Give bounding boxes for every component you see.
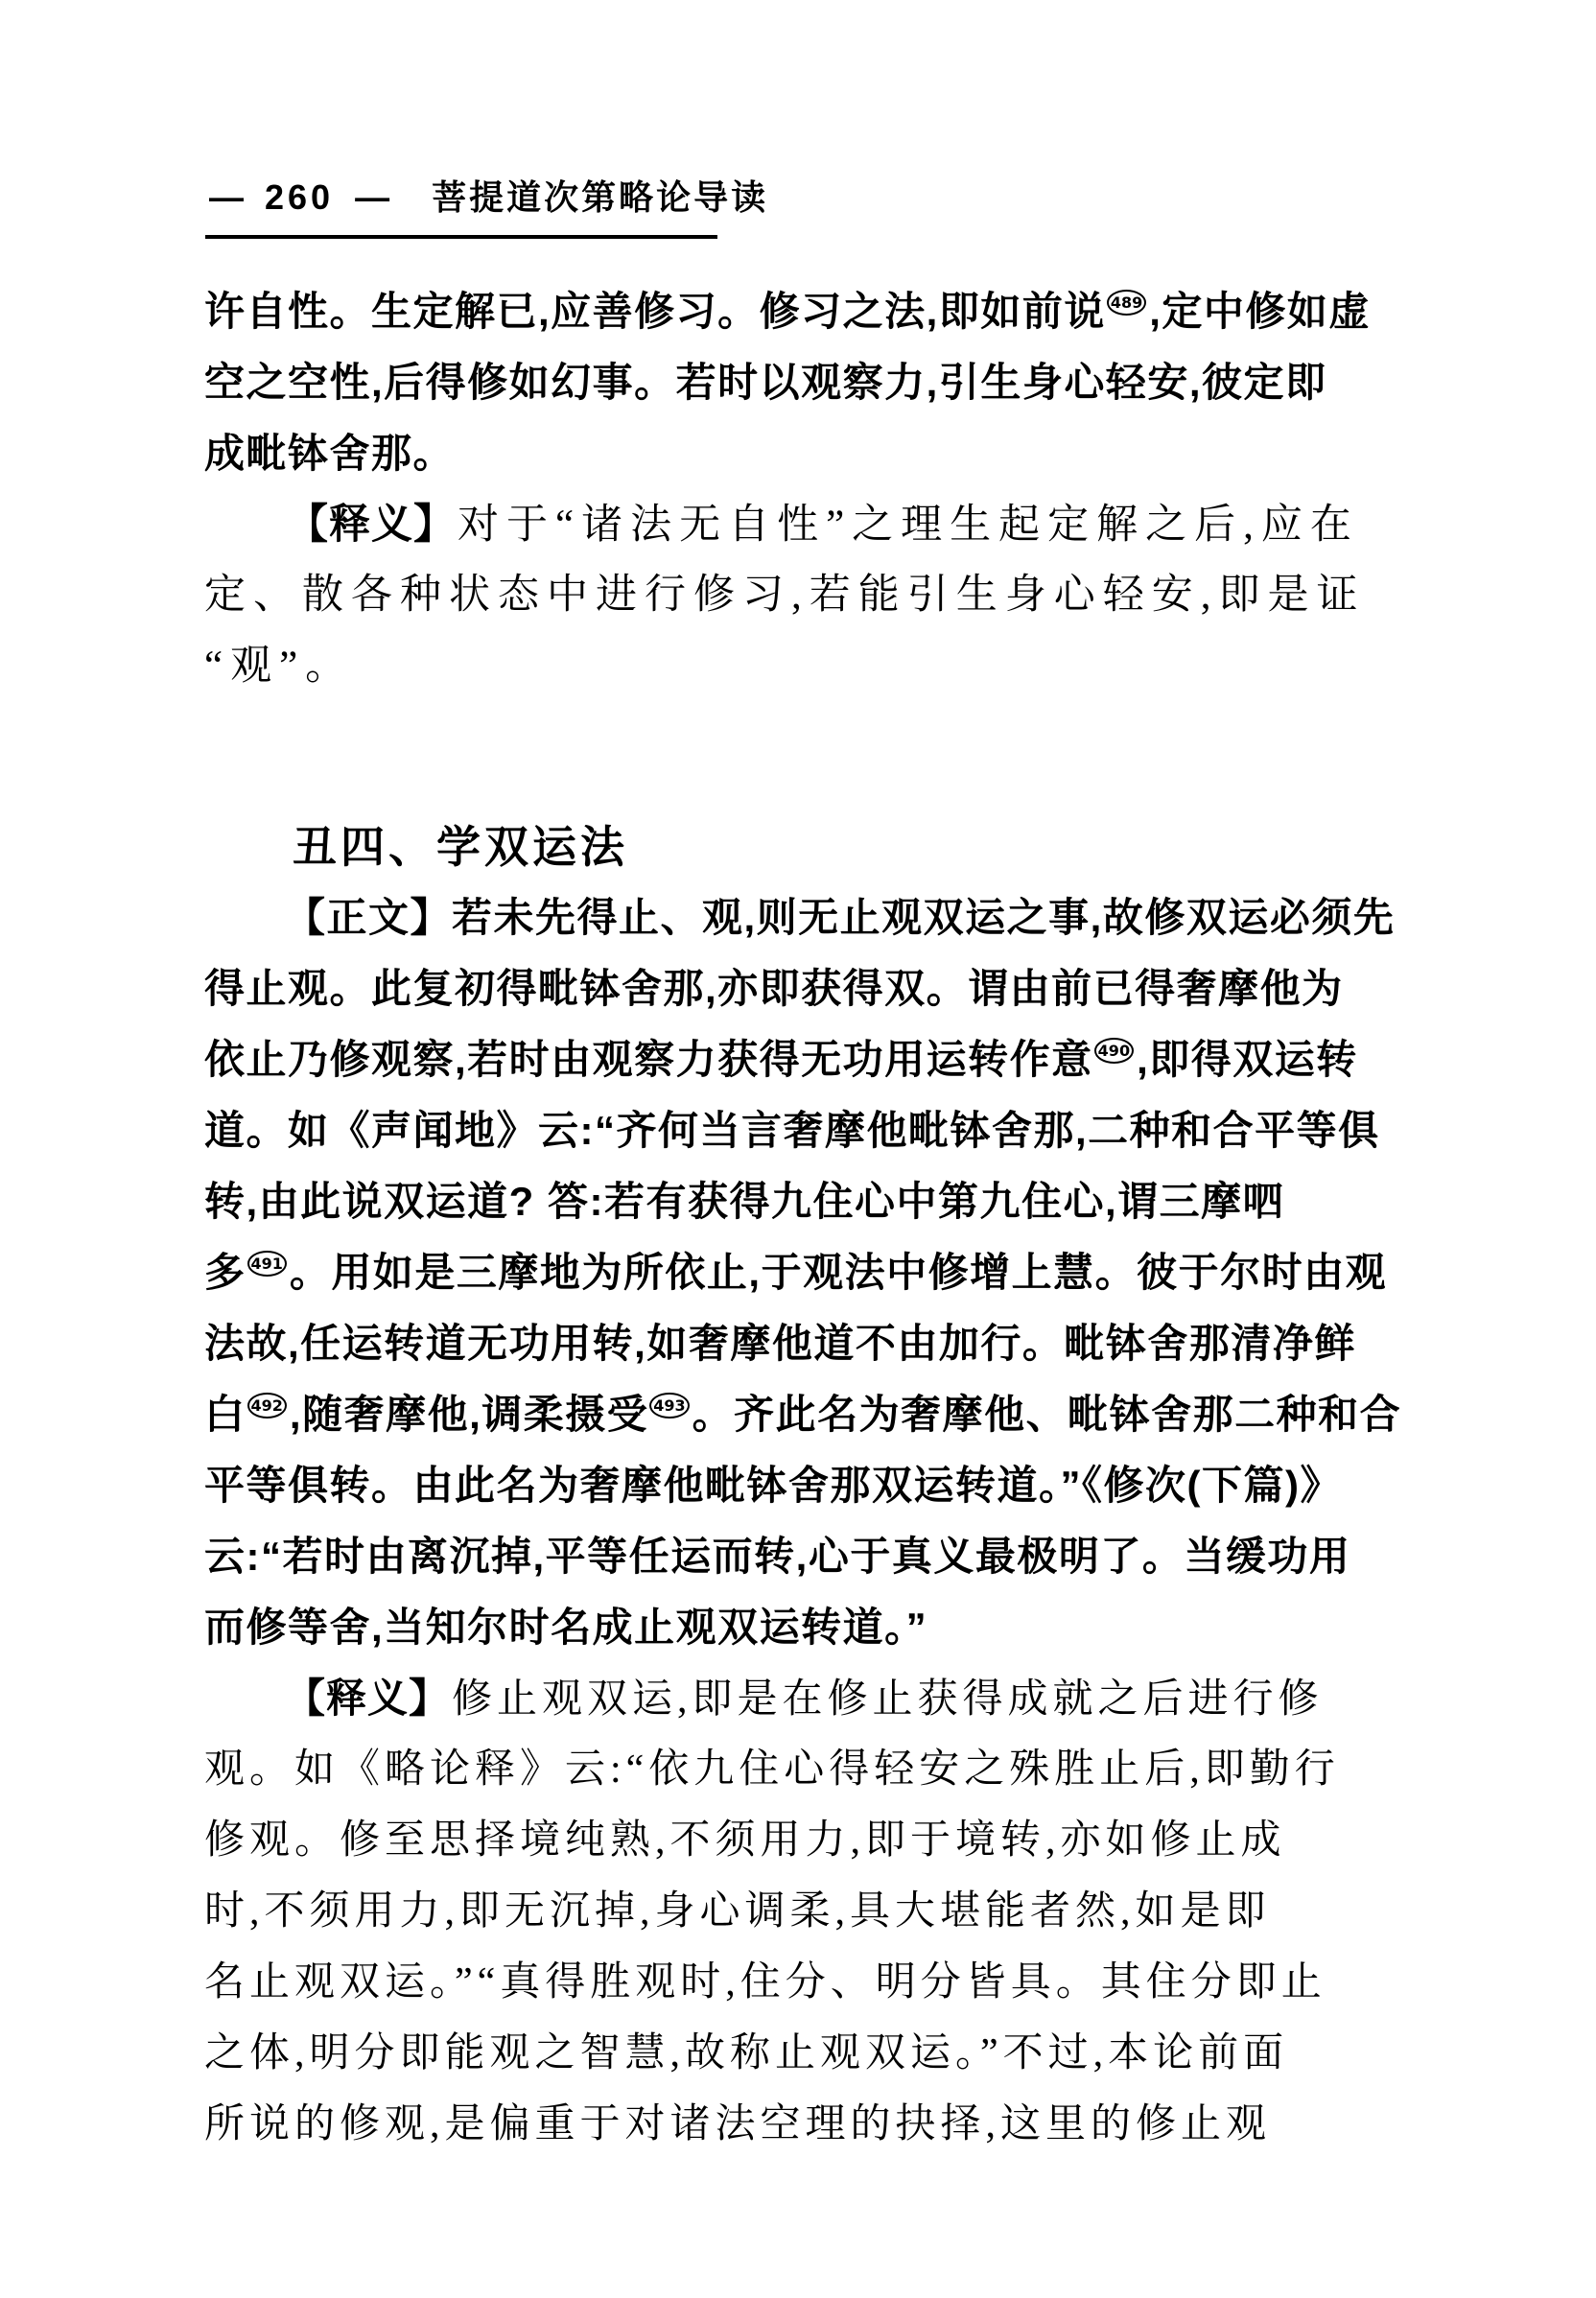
text-segment: 成毗钵舍那。 <box>204 431 456 476</box>
text-segment: 许自性。生定解已,应善修习。修习之法,即如前说 <box>204 289 1106 334</box>
book-title: 菩提道次第略论导读 <box>432 177 769 217</box>
text-segment: 而修等舍,当知尔时名成止观双运转道。” <box>204 1605 928 1650</box>
text-segment: 白 <box>204 1392 246 1437</box>
text-line <box>204 347 1430 418</box>
text-line <box>204 1379 1430 1450</box>
endnote-ref-circle: 489 <box>1107 290 1146 316</box>
text-line <box>204 631 1430 702</box>
endnote-ref-circle: 493 <box>649 1393 689 1419</box>
section-label: 【释义】 <box>285 1676 451 1721</box>
text-line <box>204 560 1430 631</box>
page-body-text <box>204 276 1430 2160</box>
text-line <box>204 1805 1430 1876</box>
endnote-ref-circle: 490 <box>1094 1038 1134 1064</box>
endnote-ref-circle: 492 <box>247 1393 287 1419</box>
text-segment: 丑四、学双运法 <box>293 822 628 872</box>
text-line <box>204 882 1430 953</box>
section-heading <box>204 811 1430 882</box>
text-segment: 多 <box>204 1250 246 1295</box>
text-segment: 对于“诸法无自性”之理生起定解之后,应在 <box>458 503 1359 548</box>
text-line <box>204 418 1430 489</box>
text-line <box>204 1308 1430 1379</box>
text-segment: “观”。 <box>204 644 355 689</box>
endnote-ref-circle: 491 <box>247 1251 287 1277</box>
text-line <box>204 811 1430 882</box>
text-line <box>204 1450 1430 1521</box>
text-segment: 。用如是三摩地为所依止,于观法中修增上慧。彼于尔时由观 <box>289 1250 1388 1295</box>
text-line <box>204 953 1430 1024</box>
header-left-dash: — <box>209 177 244 217</box>
text-segment: 观。如《略论释》云:“依九住心得轻安之殊胜止后,即勤行 <box>204 1747 1340 1792</box>
text-segment: 时,不须用力,即无沉掉,身心调柔,具大堪能者然,如是即 <box>204 1889 1271 1934</box>
text-line <box>204 1521 1430 1592</box>
text-segment: 空之空性,后得修如幻事。若时以观察力,引生身心轻安,彼定即 <box>204 360 1327 405</box>
text-segment: ,定中修如虚 <box>1149 289 1371 334</box>
text-segment: 。齐此名为奢摩他、毗钵舍那二种和合 <box>692 1392 1402 1437</box>
text-segment: 定、散各种状态中进行修习,若能引生身心轻安,即是证 <box>204 573 1366 618</box>
text-line <box>204 1095 1430 1166</box>
text-segment: 平等俱转。由此名为奢摩他毗钵舍那双运转道。”《修次(下篇)》 <box>204 1463 1342 1508</box>
text-line <box>204 1237 1430 1308</box>
text-line <box>204 1947 1430 2018</box>
text-line <box>204 1024 1430 1095</box>
page-number: 260 <box>265 177 335 217</box>
text-segment: 道。如《声闻地》云:“齐何当言奢摩他毗钵舍那,二种和合平等俱 <box>204 1108 1380 1153</box>
text-segment: 修观。修至思择境纯熟,不须用力,即于境转,亦如修止成 <box>204 1818 1286 1863</box>
text-segment: 修止观双运,即是在修止获得成就之后进行修 <box>452 1677 1324 1722</box>
text-line <box>204 1734 1430 1805</box>
text-line <box>204 489 1430 560</box>
text-segment: 所说的修观,是偏重于对诸法空理的抉择,这里的修止观 <box>204 2102 1272 2146</box>
text-line <box>204 1592 1430 1663</box>
paragraph-zhengwen <box>204 882 1430 1663</box>
text-segment: 名止观双运。”“真得胜观时,住分、明分皆具。其住分即止 <box>204 1960 1326 2005</box>
text-segment: 依止乃修观察,若时由观察力获得无功用运转作意 <box>204 1037 1093 1082</box>
text-segment: 法故,任运转道无功用转,如奢摩他道不由加行。毗钵舍那清净鲜 <box>204 1321 1356 1366</box>
running-header <box>209 176 768 219</box>
text-line <box>204 2089 1430 2160</box>
text-segment: 云:“若时由离沉掉,平等任运而转,心于真义最极明了。当缓功用 <box>204 1534 1351 1579</box>
paragraph-shiyi-1 <box>204 489 1430 702</box>
section-label: 【释义】 <box>287 502 456 548</box>
paragraph-shiyi-2 <box>204 1663 1430 2160</box>
text-segment: 转,由此说双运道? 答:若有获得九住心中第九住心,谓三摩呬 <box>204 1179 1285 1224</box>
text-segment: 得止观。此复初得毗钵舍那,亦即获得双。谓由前已得奢摩他为 <box>204 966 1344 1011</box>
text-line <box>204 1876 1430 1947</box>
text-line <box>204 1166 1430 1237</box>
text-segment: 若未先得止、观,则无止观双运之事,故修双运必须先 <box>452 895 1396 940</box>
header-right-dash: — <box>355 177 390 217</box>
text-segment: ,随奢摩他,调柔摄受 <box>289 1392 649 1437</box>
text-line <box>204 276 1430 347</box>
section-label: 【正文】 <box>285 895 453 940</box>
text-segment: 之体,明分即能观之智慧,故称止观双运。”不过,本论前面 <box>204 2031 1289 2075</box>
text-segment: ,即得双运转 <box>1137 1037 1358 1082</box>
text-line <box>204 1663 1430 1734</box>
paragraph-zhengwen-continuation <box>204 276 1430 489</box>
text-line <box>204 2018 1430 2089</box>
header-rule <box>205 235 717 239</box>
